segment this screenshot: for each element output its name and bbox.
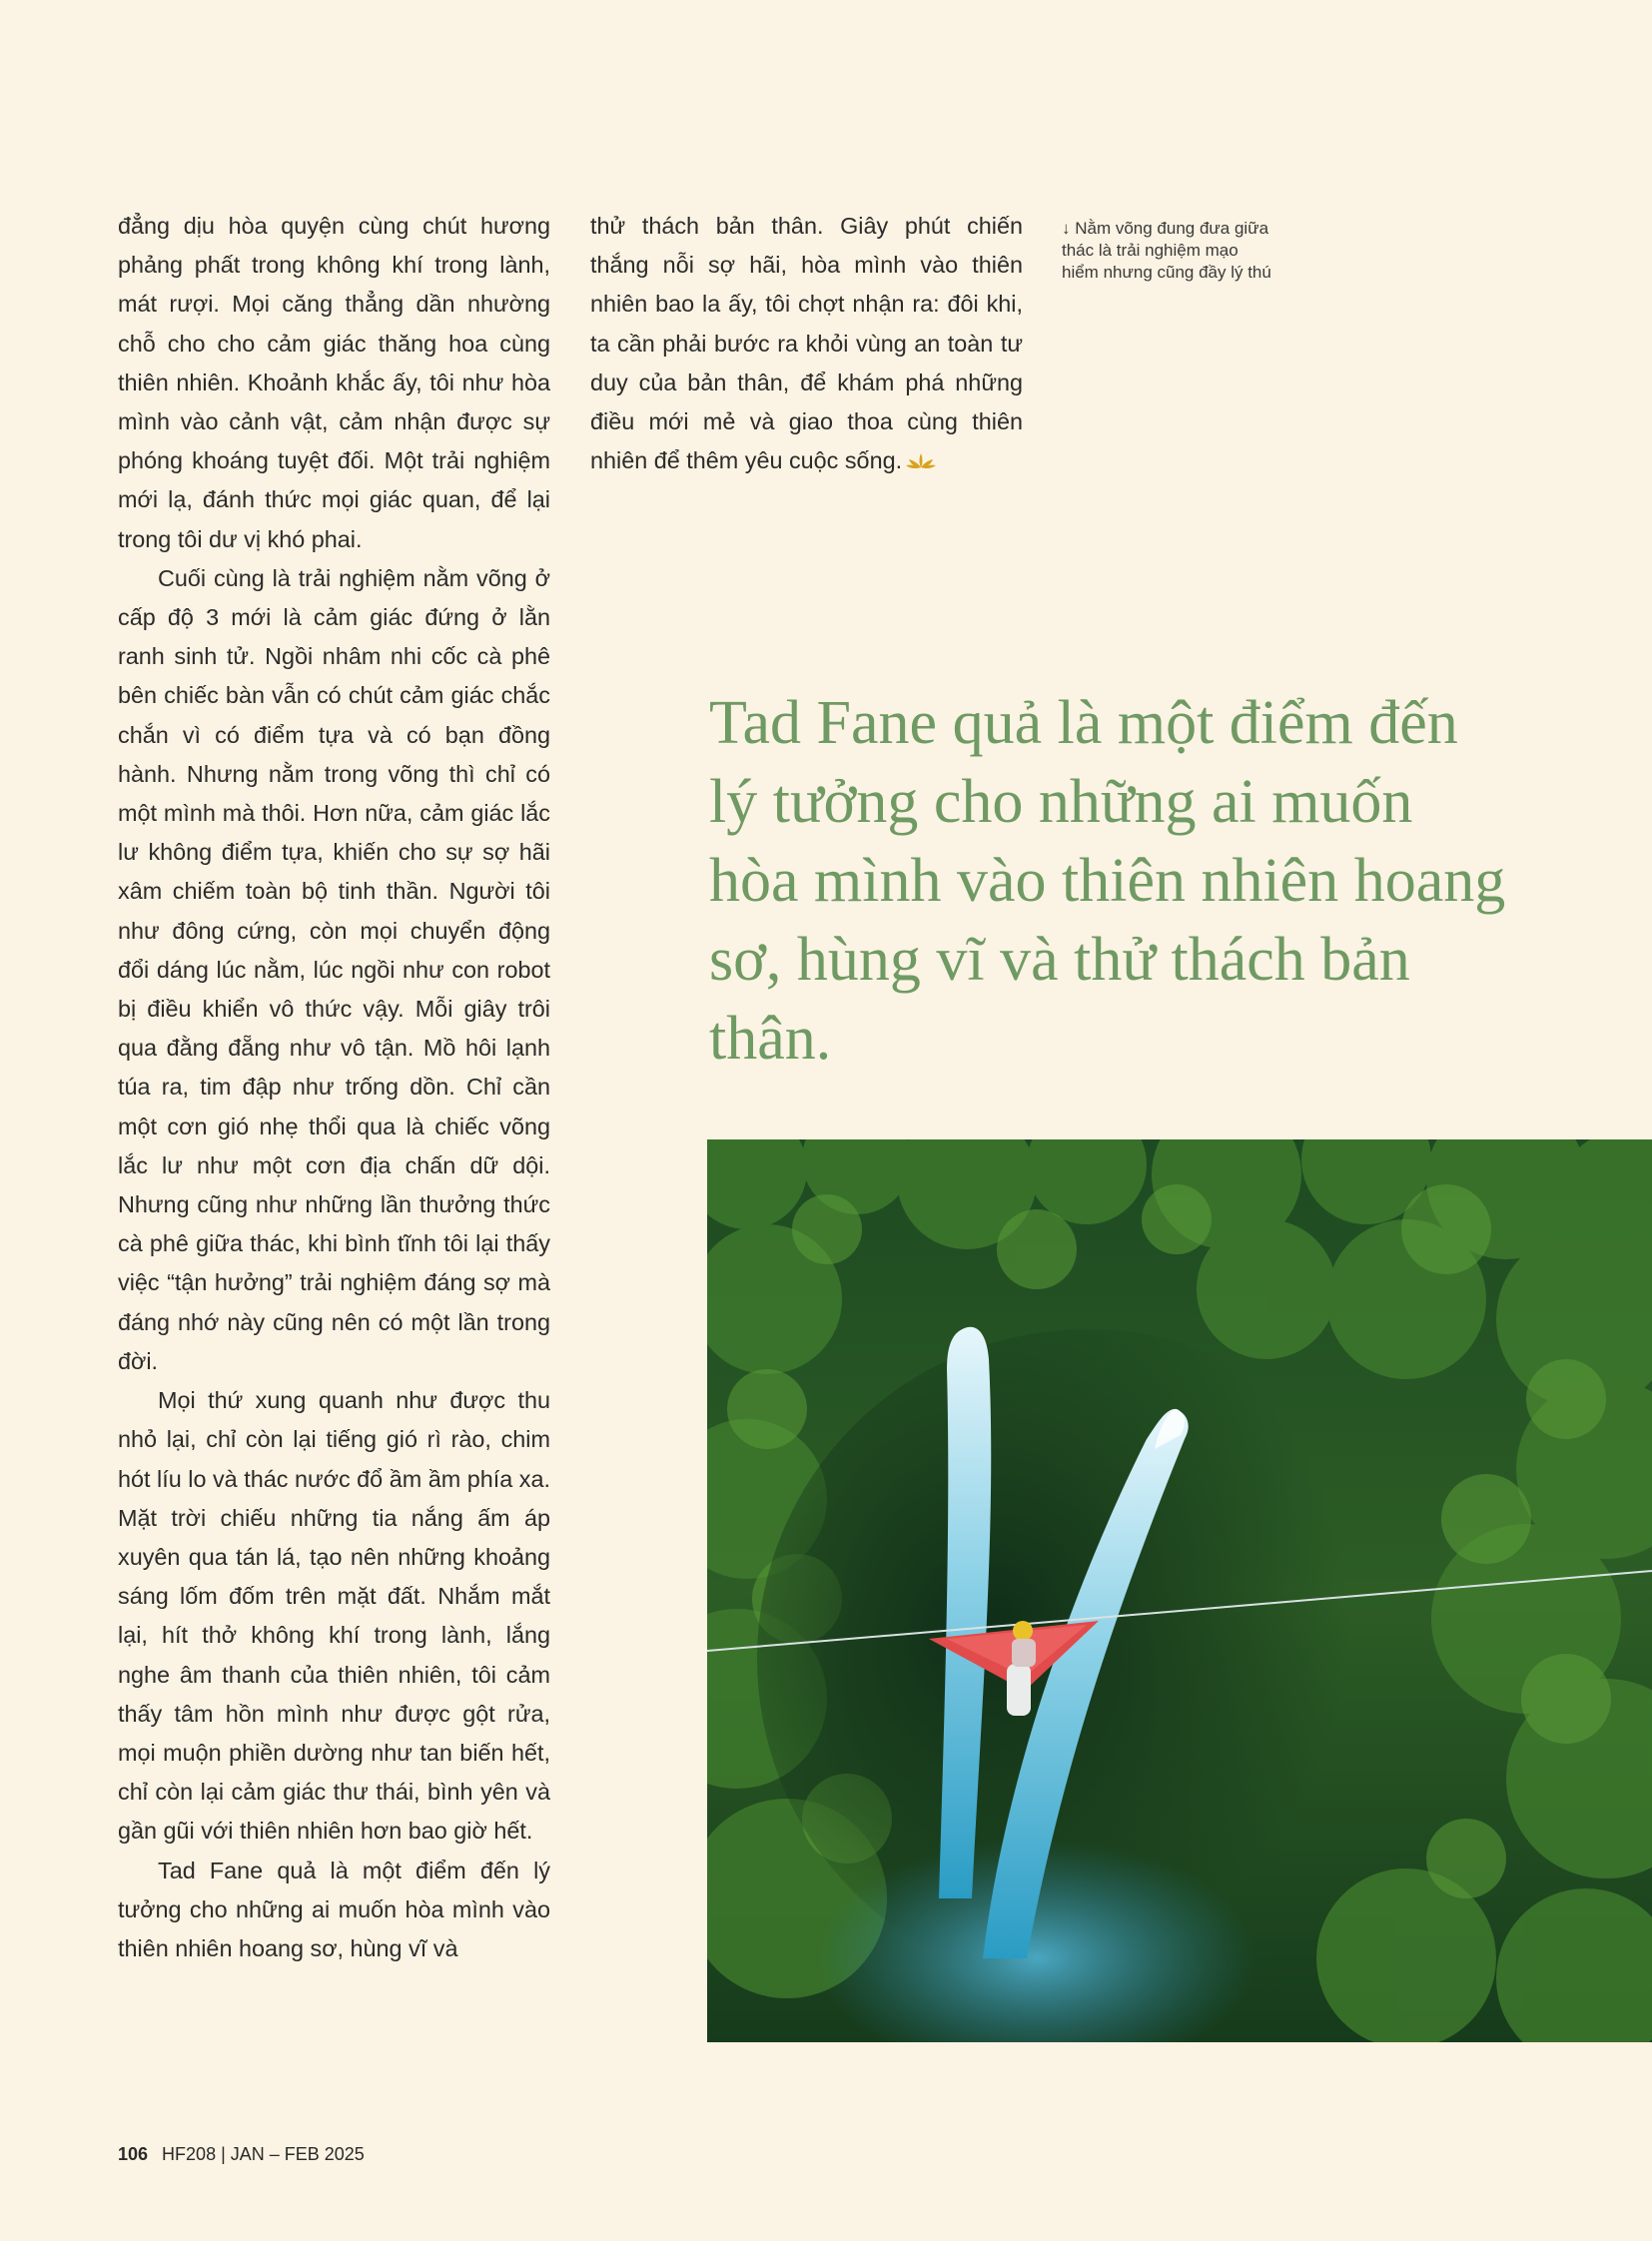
page-number: 106: [118, 2144, 149, 2164]
waterfall-hammock-photo: [707, 1139, 1652, 2042]
lotus-end-mark-icon: [906, 451, 936, 471]
pull-quote: Tad Fane quả là một điểm đến lý tưởng cho những ai muốn hòa mình vào thiên nhiên hoang sơ, hùng vĩ và thử thách bản thân.: [709, 689, 1506, 1073]
paragraph: [590, 207, 1023, 480]
photo-caption: ↓ Nằm võng đung đưa giữa thác là trải nghiệm mạo hiểm nhưng cũng đầy lý thú: [1062, 219, 1271, 282]
issue-info: HF208 | JAN – FEB 2025: [162, 2144, 365, 2164]
paragraph: đẳng dịu hòa quyện cùng chút hương phảng phất trong không khí trong lành, mát rượi. Mọi căng thẳng dần nhường chỗ cho cho cảm giác thăng hoa cùng thiên nhiên. Khoảnh khắc ấy, tôi như hòa mình vào cảnh vật, cảm nhận được sự phóng khoáng tuyệt đối. Một trải nghiệm mới lạ, đánh thức mọi giác quan, để lại trong tôi dư vị khó phai.: [118, 213, 550, 552]
paragraph-text: thử thách bản thân. Giây phút chiến thắng nỗi sợ hãi, hòa mình vào thiên nhiên bao la ấy, tôi chợt nhận ra: đôi khi, ta cần phải bước ra khỏi vùng an toàn tư duy của bản thân, để khám phá những điều mới mẻ và giao thoa cùng thiên nhiên để thêm yêu cuộc sống.: [590, 213, 1023, 474]
paragraph: Mọi thứ xung quanh như được thu nhỏ lại, chỉ còn lại tiếng gió rì rào, chim hót líu lo và thác nước đổ ầm ầm phía xa. Mặt trời chiếu những tia nắng ấm áp xuyên qua tán lá, tạo nên những khoảng sáng lốm đốm trên mặt đất. Nhắm mắt lại, hít thở không khí trong lành, lắng nghe âm thanh của thiên nhiên, tôi cảm thấy tâm hồn mình như được gột rửa, mọi muộn phiền dường như tan biến hết, chỉ còn lại cảm giác thư thái, bình yên và gần gũi với thiên nhiên hơn bao giờ hết.: [118, 1387, 550, 1845]
paragraph: Cuối cùng là trải nghiệm nằm võng ở cấp độ 3 mới là cảm giác đứng ở lằn ranh sinh tử. Ngồi nhâm nhi cốc cà phê bên chiếc bàn vẫn có chút cảm giác chắc chắn vì có điểm tựa và có bạn đồng hành. Nhưng nằm trong võng thì chỉ có một mình mà thôi. Hơn nữa, cảm giác lắc lư không điểm tựa, khiến cho sự sợ hãi xâm chiếm toàn bộ tinh thần. Người tôi như đông cứng, còn mọi chuyển động đổi dáng lúc nằm, lúc ngồi như con robot bị điều khiển vô thức vậy. Mỗi giây trôi qua đằng đẵng như vô tận. Mồ hôi lạnh túa ra, tim đập như trống dồn. Chỉ cần một cơn gió nhẹ thổi qua là chiếc võng lắc lư như một cơn địa chấn dữ dội. Nhưng cũng như những lần thưởng thức cà phê giữa thác, khi bình tĩnh tôi lại thấy việc “tận hưởng” trải nghiệm đáng sợ mà đáng nhớ này cũng nên có một lần trong đời.: [118, 564, 550, 1374]
article-column-1: [118, 207, 550, 1968]
page-footer: [118, 2144, 365, 2165]
article-column-2: [590, 207, 1023, 480]
photo-illustration: [707, 1139, 1652, 2042]
paragraph: Tad Fane quả là một điểm đến lý tưởng cho những ai muốn hòa mình vào thiên nhiên hoang sơ, hùng vĩ và: [118, 1857, 550, 1961]
